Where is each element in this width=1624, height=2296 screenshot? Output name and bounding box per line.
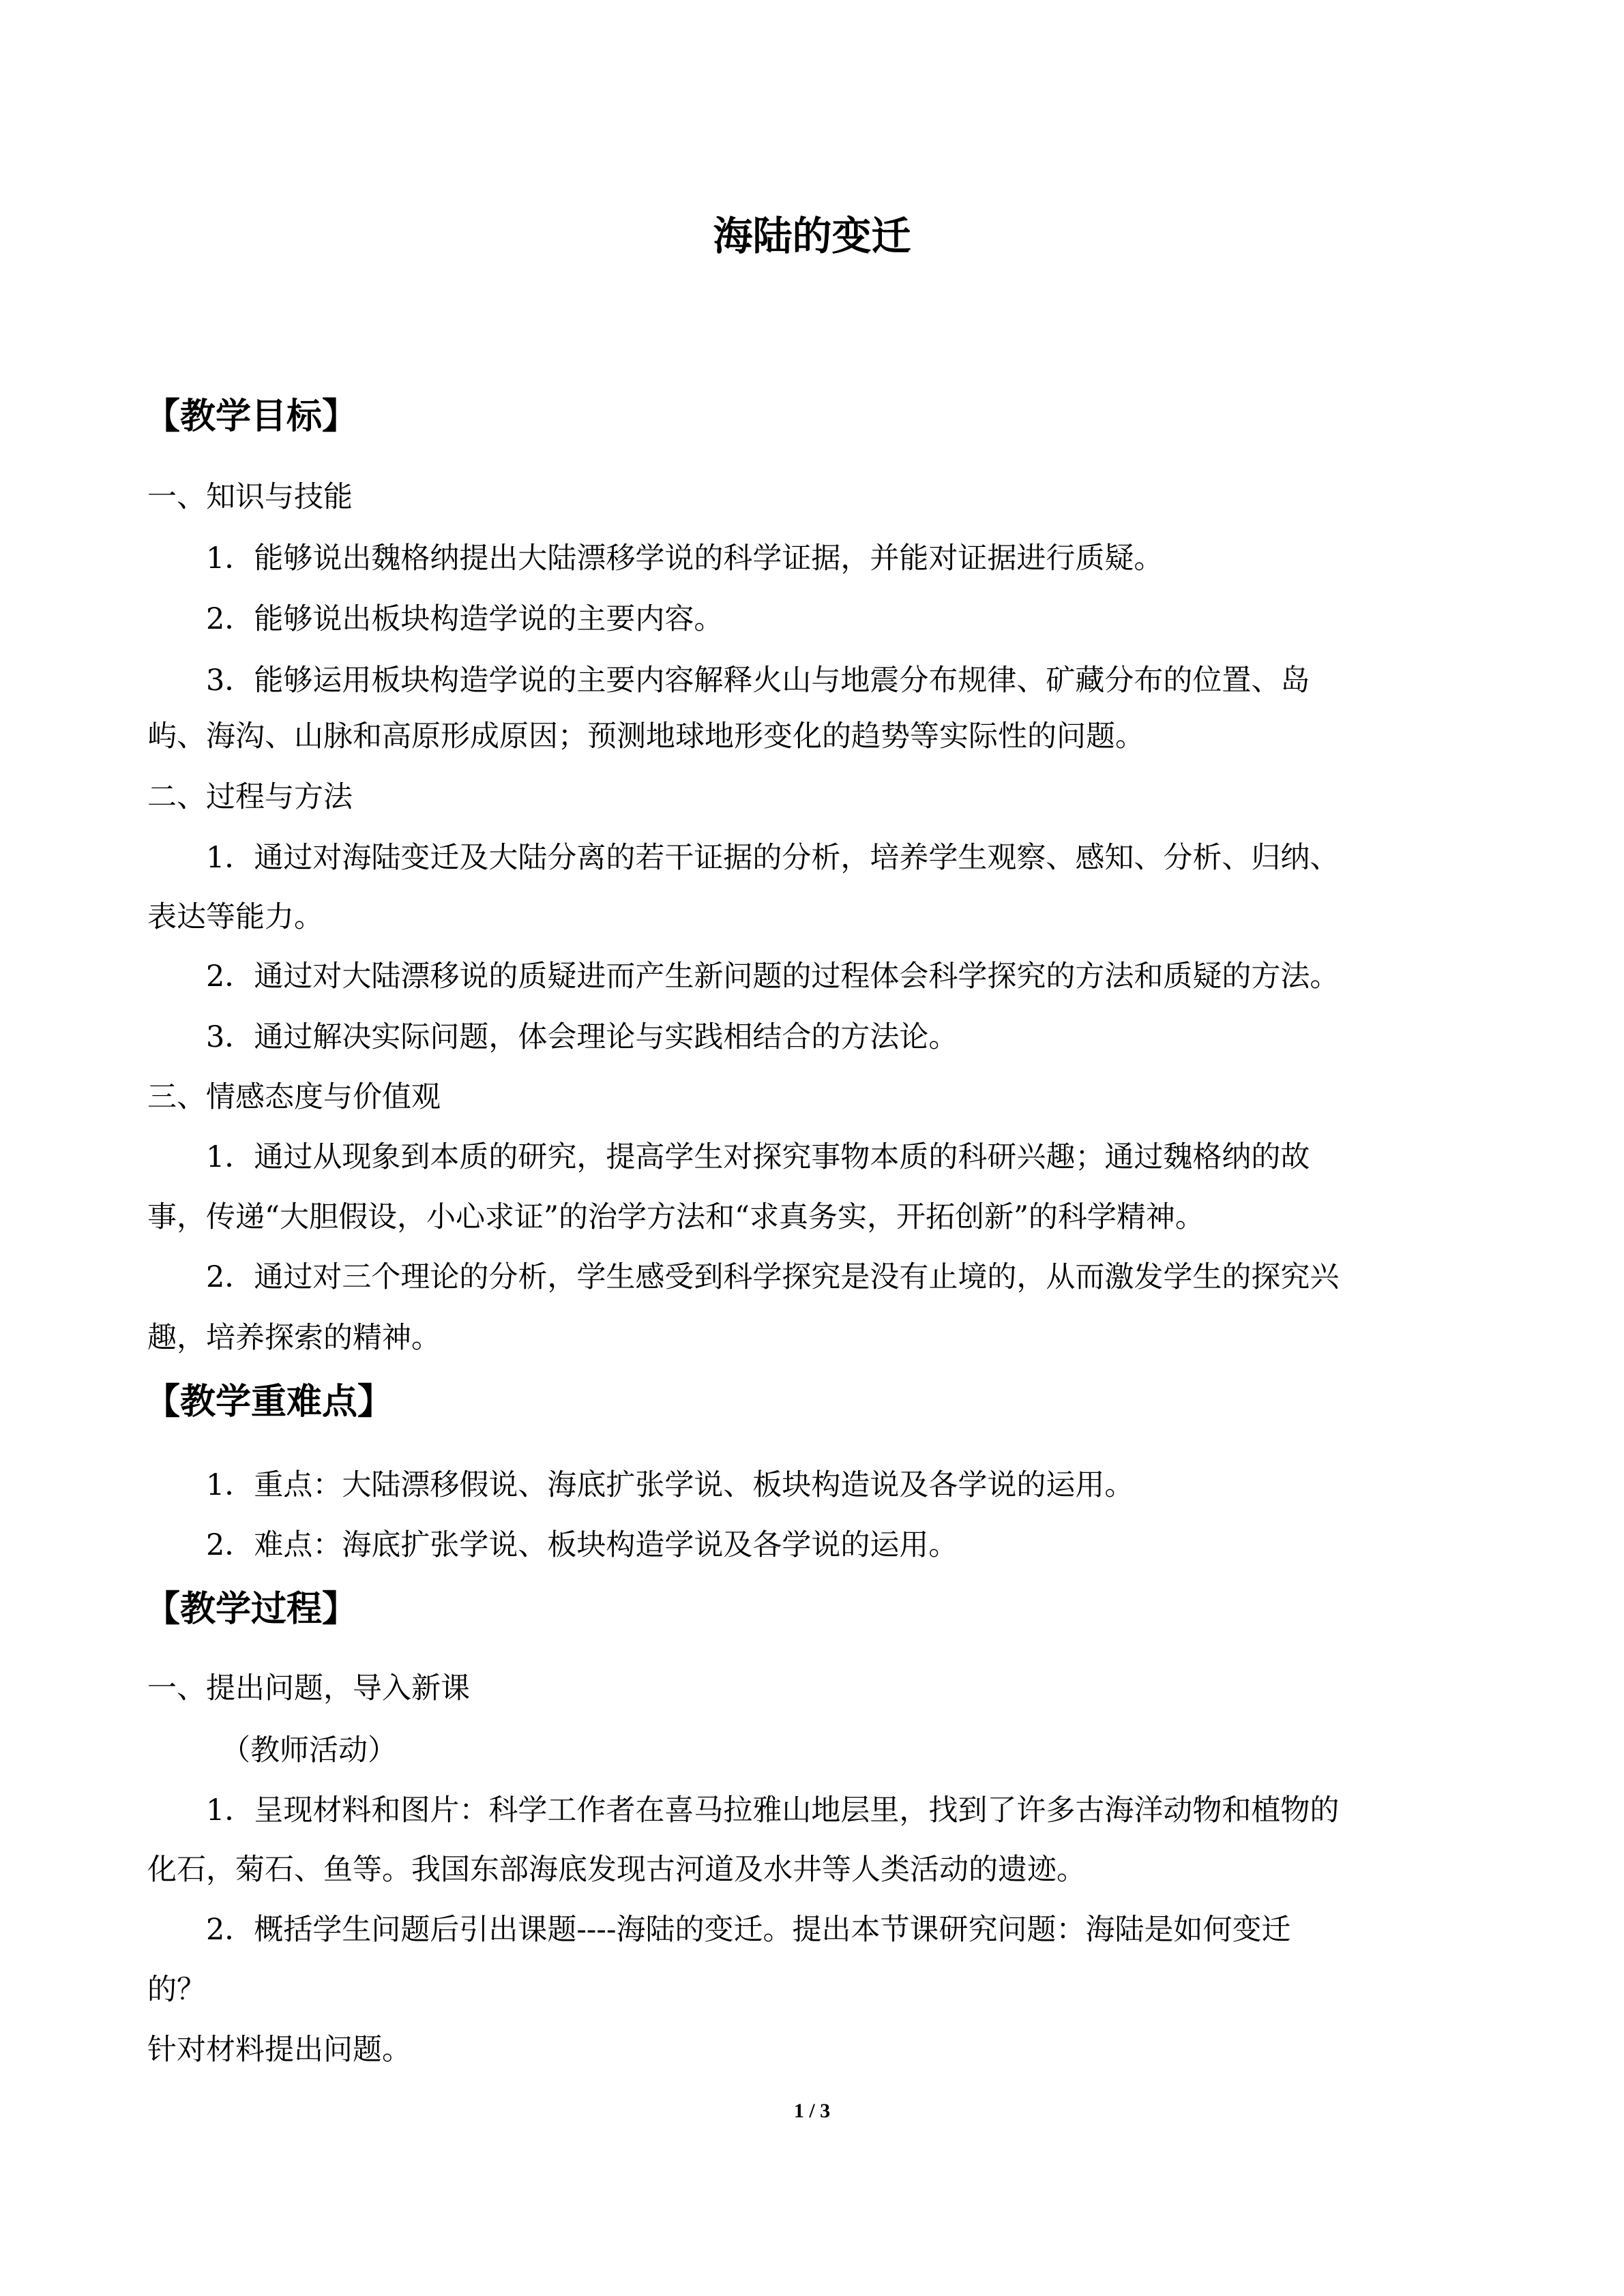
process-item-3: 3．通过解决实际问题，体会理论与实践相结合的方法论。 xyxy=(206,1020,958,1054)
emotion-item-2-line-2: 趣，培养探索的精神。 xyxy=(147,1321,441,1355)
process-item-1-line-2: 表达等能力。 xyxy=(147,900,323,934)
lesson-item-2-line-2: 的？ xyxy=(147,1973,206,2007)
student-note: 针对材料提出问题。 xyxy=(147,2033,411,2067)
emotion-item-1-line-2: 事，传递“大胆假设，小心求证”的治学方法和“求真务实，开拓创新”的科学精神。 xyxy=(147,1200,1205,1234)
emotion-item-1-line-1: 1．通过从现象到本质的研究，提高学生对探究事物本质的科研兴趣；通过魏格纳的故 xyxy=(206,1140,1310,1174)
lesson-item-1-line-1: 1．呈现材料和图片：科学工作者在喜马拉雅山地层里，找到了许多古海洋动物和植物的 xyxy=(206,1793,1340,1828)
key-point-item-2: 2．难点：海底扩张学说、板块构造学说及各学说的运用。 xyxy=(206,1528,958,1562)
key-point-item-1: 1．重点：大陆漂移假说、海底扩张学说、板块构造说及各学说的运用。 xyxy=(206,1468,1134,1502)
knowledge-item-3-line-2: 屿、海沟、山脉和高原形成原因；预测地球地形变化的趋势等实际性的问题。 xyxy=(147,719,1145,754)
document-title: 海陆的变迁 xyxy=(713,213,911,259)
lesson-item-1-line-2: 化石，菊石、鱼等。我国东部海底发现古河道及水井等人类活动的遗迹。 xyxy=(147,1853,1086,1887)
section-heading-process: 【教学过程】 xyxy=(145,1589,358,1630)
section-heading-objectives: 【教学目标】 xyxy=(145,396,358,437)
section-heading-key-points: 【教学重难点】 xyxy=(145,1382,394,1422)
emotion-item-2-line-1: 2．通过对三个理论的分析，学生感受到科学探究是没有止境的，从而激发学生的探究兴 xyxy=(206,1260,1340,1294)
subheading-emotion: 三、情感态度与价值观 xyxy=(147,1080,441,1114)
process-part-1-heading: 一、提出问题，导入新课 xyxy=(147,1671,470,1705)
process-item-1-line-1: 1．通过对海陆变迁及大陆分离的若干证据的分析，培养学生观察、感知、分析、归纳、 xyxy=(206,841,1340,875)
subheading-process-method: 二、过程与方法 xyxy=(147,780,353,814)
lesson-item-2-line-1: 2．概括学生问题后引出课题----海陆的变迁。提出本节课研究问题：海陆是如何变迁 xyxy=(206,1913,1291,1947)
page-number: 1 / 3 xyxy=(793,2100,831,2122)
knowledge-item-2: 2．能够说出板块构造学说的主要内容。 xyxy=(206,602,724,636)
knowledge-item-1: 1．能够说出魏格纳提出大陆漂移学说的科学证据，并能对证据进行质疑。 xyxy=(206,541,1164,576)
knowledge-item-3-line-1: 3．能够运用板块构造学说的主要内容解释火山与地震分布规律、矿藏分布的位置、岛 xyxy=(206,664,1310,698)
subheading-knowledge: 一、知识与技能 xyxy=(147,480,353,514)
teacher-activity-label: （教师活动） xyxy=(221,1733,397,1768)
process-item-2: 2．通过对大陆漂移说的质疑进而产生新问题的过程体会科学探究的方法和质疑的方法。 xyxy=(206,959,1340,994)
